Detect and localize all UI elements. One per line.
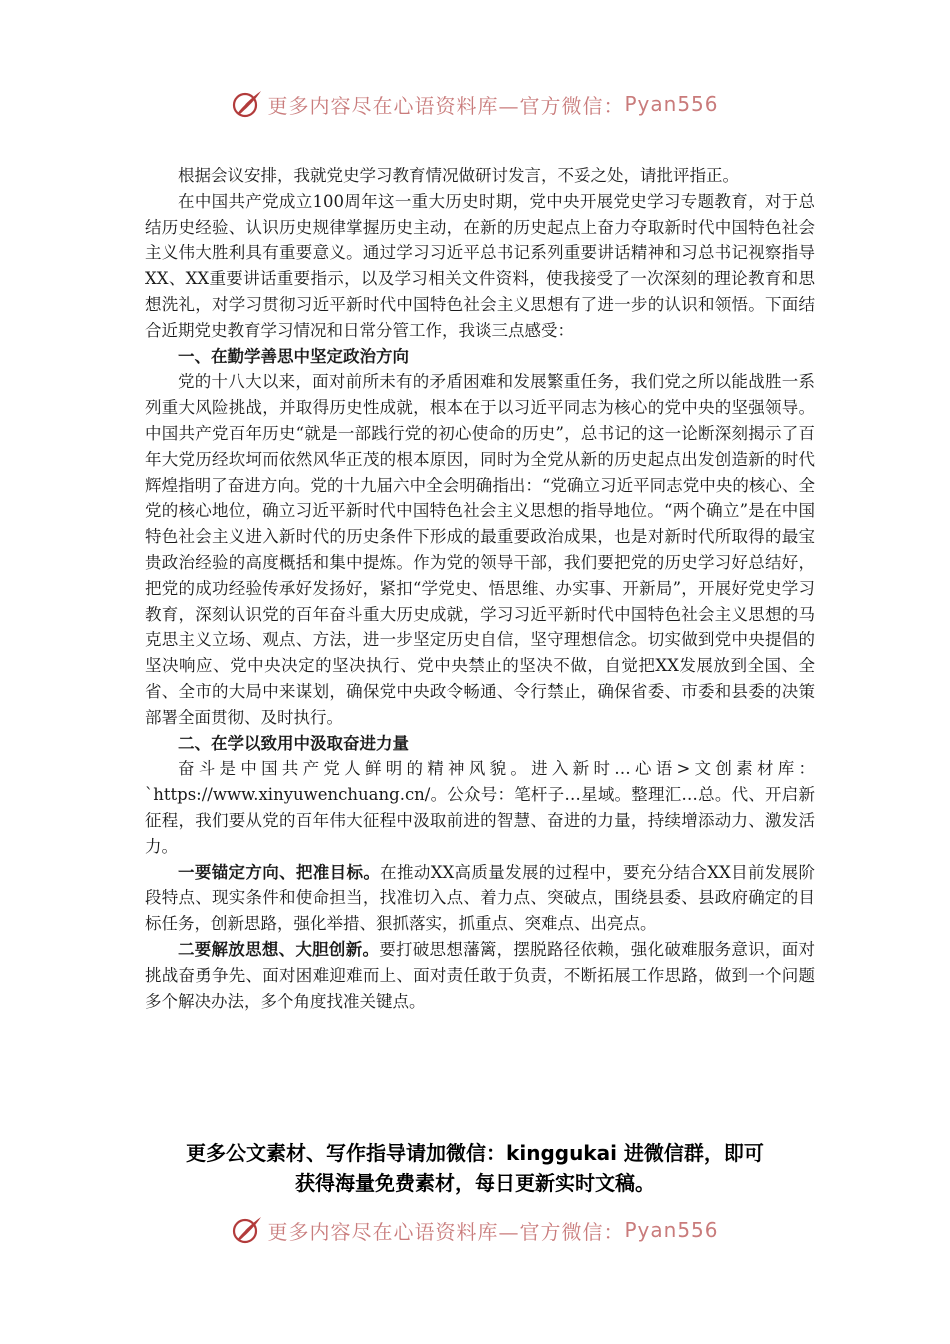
paragraph [145,860,815,937]
point-lead: 一要锚定方向、把准目标。 [178,862,381,882]
promo-notice [130,1138,820,1198]
promo-line: 更多公文素材、写作指导请加微信：kinggukai 进微信群，即可 [186,1141,764,1165]
paragraph: 根据会议安排，我就党史学习教育情况做研讨发言，不妥之处，请批评指正。 [178,166,739,185]
section-heading: 一、在勤学善思中坚定政治方向 [178,346,409,366]
paragraph: 在中国共产党成立100周年这一重大历史时期，党中央开展党史学习专题教育，对于总结历史经验、认识历史规律掌握历史主动，在新的历史起点上奋力夺取新时代中国特色社会主义伟大胜利具有重要意义。通过学习习近平总书记系列重要讲话精神和习总书记视察指导XX、XX重要讲话重要指示，以及学习相关文件资料，使我接受了一次深刻的理论教育和思想洗礼，对学习贯彻习近平新时代中国特色社会主义思想有了进一步的认识和领悟。下面结合近期党史教育学习情况和日常分管工作，我谈三点感受： [145,191,815,340]
point-text: 在推动XX高质量发展的过程中，要充分结合XX目前发展阶段特点、现实条件和使命担当，找准切入点、着力点、突破点，围绕县委、县政府确定的目标任务，创新思路，强化举措、狠抓落实，抓重点、突难点、出亮点。 [145,862,815,934]
paragraph [145,937,815,1014]
paragraph: 党的十八大以来，面对前所未有的矛盾困难和发展繁重任务，我们党之所以能战胜一系列重大风险挑战，并取得历史性成就，根本在于以习近平同志为核心的党中央的坚强领导。中国共产党百年历史“就是一部践行党的初心使命的历史”，总书记的这一论断深刻揭示了百年大党历经坎坷而依然风华正茂的根本原因，同时为全党从新的历史起点出发创造新的时代辉煌指明了奋进方向。党的十九届六中全会明确指出：“党确立习近平同志党中央的核心、全党的核心地位，确立习近平新时代中国特色社会主义思想的指导地位。“两个确立”是在中国特色社会主义进入新时代的历史条件下形成的最重要政治成果，也是对新时代所取得的最宝贵政治经验的高度概括和集中提炼。作为党的领导干部，我们要把党的历史学习好总结好，把党的成功经验传承好发扬好，紧扣“学党史、悟思维、办实事、开新局”，开展好党史学习教育，深刻认识党的百年奋斗重大历史成就，学习习近平新时代中国特色社会主义思想的马克思主义立场、观点、方法，进一步坚定历史自信，坚守理想信念。切实做到党中央提倡的坚决响应、党中央决定的坚决执行、党中央禁止的坚决不做，自觉把XX发展放到全国、全省、全市的大局中来谋划，确保党中央政令畅通、令行禁止，确保省委、市委和县委的决策部署全面贯彻、及时执行。 [145,372,815,727]
promo-line: 获得海量免费素材，每日更新实时文稿。 [295,1171,655,1195]
section-heading: 二、在学以致用中汲取奋进力量 [178,733,409,753]
point-lead: 二要解放思想、大胆创新。 [178,939,380,959]
quill-logo-icon [231,88,263,120]
paragraph: 奋斗是中国共产党人鲜明的精神风貌。进入新时…心语>文创素材库：`https://www.xinyuwenchuang.cn/。公众号：笔杆子…星域。整理汇…总。代、开启新征程，我们要从党的百年伟大征程中汲取前进的智慧、奋进的力量，持续增添动力、激发活力。 [145,759,815,856]
quill-logo-icon [231,1214,263,1246]
banner-text: 更多内容尽在心语资料库—官方微信： [267,93,625,118]
banner-wechat-id: Pyan556 [624,1218,719,1242]
header-banner [0,84,950,124]
banner-text: 更多内容尽在心语资料库—官方微信： [267,1219,625,1244]
document-body [145,163,815,1014]
banner-wechat-id: Pyan556 [624,92,719,116]
point-text: 要打破思想藩篱，摆脱路径依赖，强化破难服务意识，面对挑战奋勇争先、面对困难迎难而上、面对责任敢于负责，不断拓展工作思路，做到一个问题多个解决办法，多个角度找准关键点。 [145,939,816,1011]
footer-banner [0,1210,950,1250]
